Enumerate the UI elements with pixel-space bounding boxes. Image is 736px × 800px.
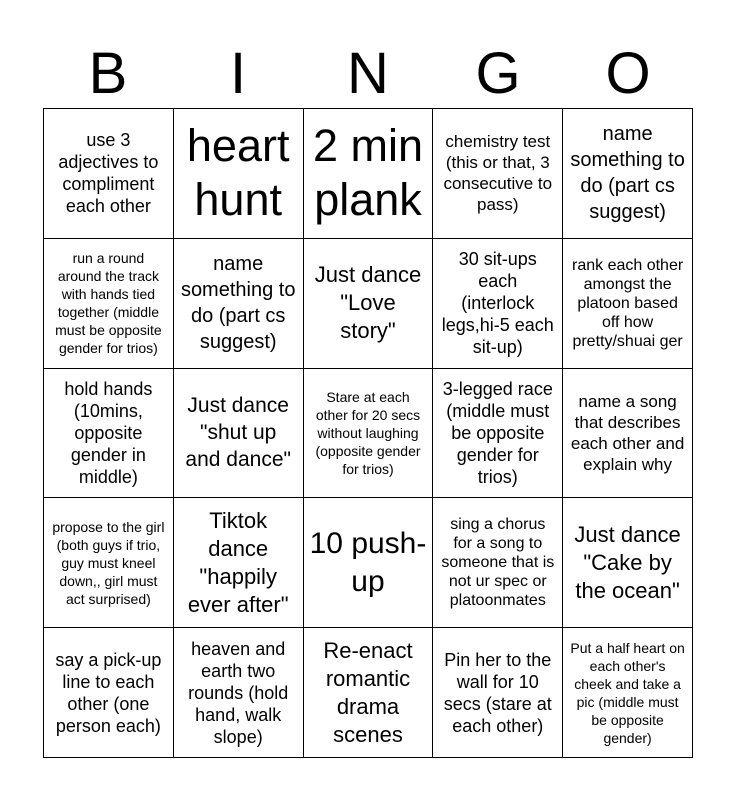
- bingo-cell[interactable]: [174, 369, 304, 499]
- cell-text: name something to do (part cs suggest): [180, 253, 296, 354]
- bingo-cell[interactable]: [433, 369, 563, 499]
- cell-text: rank each other amongst the platoon based off how pretty/shuai ger: [572, 256, 684, 350]
- cell-text: Just dance "Cake by the ocean": [574, 521, 681, 603]
- cell-text: run a round around the track with hands tied together (middle must be opposite gender for trios): [55, 250, 162, 357]
- header-letter-o: O: [605, 41, 651, 106]
- header-letter-b: B: [88, 41, 128, 106]
- bingo-cell[interactable]: [563, 109, 693, 239]
- cell-text: 3-legged race (middle must be opposite gender for trios): [442, 378, 553, 487]
- bingo-cell[interactable]: [304, 628, 434, 758]
- cell-text: Just dance "Love story": [314, 262, 422, 344]
- bingo-cell[interactable]: [44, 239, 174, 369]
- bingo-header: [43, 40, 693, 108]
- cell-text: heaven and earth two rounds (hold hand, walk slope): [188, 638, 289, 747]
- cell-text: 30 sit-ups each (interlock legs,hi-5 each sit-up): [441, 249, 554, 358]
- bingo-cell[interactable]: [563, 239, 693, 369]
- cell-text: hold hands (10mins, opposite gender in middle): [64, 378, 153, 487]
- cell-text: Re-enact romantic drama scenes: [323, 637, 413, 747]
- bingo-cell[interactable]: [563, 369, 693, 499]
- bingo-cell[interactable]: [304, 369, 434, 499]
- bingo-cell[interactable]: [563, 628, 693, 758]
- bingo-cell[interactable]: [304, 239, 434, 369]
- header-letter-g: G: [475, 41, 521, 106]
- cell-text: Just dance "shut up and dance": [185, 394, 291, 472]
- bingo-cell[interactable]: [433, 628, 563, 758]
- bingo-grid: [43, 108, 693, 758]
- bingo-cell[interactable]: [44, 109, 174, 239]
- cell-text: Pin her to the wall for 10 secs (stare at each other): [443, 649, 552, 736]
- bingo-cell[interactable]: [174, 239, 304, 369]
- bingo-cell[interactable]: [433, 239, 563, 369]
- cell-text: sing a chorus for a song to someone that is not ur spec or platoonmates: [441, 516, 555, 610]
- cell-text: chemistry test (this or that, 3 consecutive to pass): [443, 132, 553, 215]
- bingo-cell[interactable]: [433, 109, 563, 239]
- cell-text: propose to the girl (both guys if trio, guy must kneel down,, girl must act surprised): [52, 518, 165, 607]
- bingo-cell[interactable]: [174, 498, 304, 628]
- bingo-cell[interactable]: [44, 628, 174, 758]
- cell-text: 10 push-up: [309, 526, 427, 598]
- cell-text: name something to do (part cs suggest): [570, 123, 685, 224]
- cell-text: Tiktok dance "happily ever after": [187, 507, 289, 617]
- cell-text: 2 min plank: [312, 120, 424, 226]
- cell-text: name a song that describes each other and explain why: [570, 391, 685, 474]
- cell-text: use 3 adjectives to compliment each other: [58, 130, 159, 217]
- bingo-cell[interactable]: [44, 498, 174, 628]
- bingo-cell[interactable]: [174, 628, 304, 758]
- header-letter-n: N: [347, 41, 389, 106]
- cell-text: Stare at each other for 20 secs without laughing (opposite gender for trios): [315, 388, 421, 477]
- header-letter-i: I: [229, 41, 247, 106]
- cell-text: heart hunt: [186, 120, 290, 226]
- bingo-cell[interactable]: [563, 498, 693, 628]
- bingo-cell[interactable]: [433, 498, 563, 628]
- bingo-cell[interactable]: [304, 498, 434, 628]
- bingo-cell[interactable]: [174, 109, 304, 239]
- cell-text: Put a half heart on each other's cheek and take a pic (middle must be opposite gender): [570, 639, 685, 746]
- cell-text: say a pick-up line to each other (one person each): [55, 649, 162, 736]
- bingo-cell[interactable]: [304, 109, 434, 239]
- bingo-cell[interactable]: [44, 369, 174, 499]
